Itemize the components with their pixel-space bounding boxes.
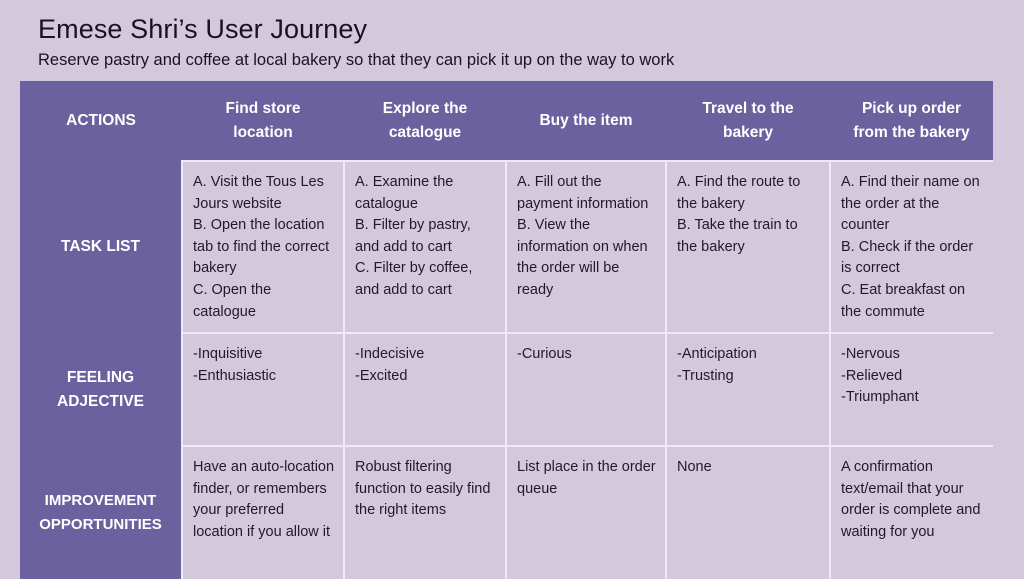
cell-text: A. Find their name on the order at the counter B. Check if the order is correct C. Eat breakfast on the commute (841, 174, 980, 320)
column-header-label: Travel to the bakery (702, 99, 794, 141)
cell-text: -Anticipation -Trusting (677, 346, 757, 384)
cell-text: List place in the order queue (517, 459, 656, 497)
table-cell (830, 446, 993, 579)
table-cell (506, 333, 666, 446)
column-header-find-store (182, 81, 344, 161)
cell-text: A. Fill out the payment information B. View the information on when the order will be ready (517, 174, 649, 298)
header-row (20, 81, 993, 161)
user-journey-table (20, 81, 993, 579)
task-list-row (20, 161, 993, 333)
cell-text: None (677, 459, 712, 475)
table-cell (666, 333, 830, 446)
column-header-label: Pick up order from the bakery (853, 99, 970, 141)
cell-text: A. Visit the Tous Les Jours website B. Open the location tab to find the correct bakery C. Open the catalogue (193, 174, 330, 320)
cell-text: Have an auto-location finder, or remembers your preferred location if you allow it (193, 459, 335, 540)
table-cell (344, 161, 506, 333)
cell-text: A. Examine the catalogue B. Filter by pastry, and add to cart C. Filter by coffee, and add to cart (355, 174, 473, 298)
table-cell (830, 333, 993, 446)
cell-text: -Nervous -Relieved -Triumphant (841, 346, 919, 406)
table-cell (344, 333, 506, 446)
cell-text: -Indecisive -Excited (355, 346, 425, 384)
table-cell (182, 446, 344, 579)
column-header-travel-bakery (666, 81, 830, 161)
row-header-improvement-opportunities (20, 446, 182, 579)
row-header-label: IMPROVEMENT OPPORTUNITIES (39, 491, 162, 533)
table-cell (666, 446, 830, 579)
column-header-pick-up-order (830, 81, 993, 161)
cell-text: -Curious (517, 346, 572, 362)
column-header-label: Explore the catalogue (382, 99, 468, 141)
page-subtitle: Reserve pastry and coffee at local bakery so that they can pick it up on the way to work (38, 51, 675, 69)
feeling-adjective-row (20, 333, 993, 446)
column-header-buy-item: Buy the item (506, 81, 666, 161)
row-header-label: FEELING ADJECTIVE (57, 368, 144, 410)
table-cell (506, 161, 666, 333)
table-cell (830, 161, 993, 333)
cell-text: A confirmation text/email that your order is complete and waiting for you (841, 459, 981, 540)
table-cell (666, 161, 830, 333)
column-header-actions: ACTIONS (20, 81, 182, 161)
table-cell (182, 333, 344, 446)
row-header-feeling-adjective (20, 333, 182, 446)
cell-text: Robust filtering function to easily find the right items (355, 459, 491, 519)
row-header-task-list: TASK LIST (20, 161, 182, 333)
table-cell (506, 446, 666, 579)
page-title: Emese Shri’s User Journey (38, 14, 368, 44)
improvement-opportunities-row (20, 446, 993, 579)
cell-text: A. Find the route to the bakery B. Take the train to the bakery (677, 174, 801, 255)
table-cell (182, 161, 344, 333)
column-header-explore-catalogue (344, 81, 506, 161)
table-cell (344, 446, 506, 579)
column-header-label: Find store location (225, 99, 301, 141)
cell-text: -Inquisitive -Enthusiastic (193, 346, 277, 384)
